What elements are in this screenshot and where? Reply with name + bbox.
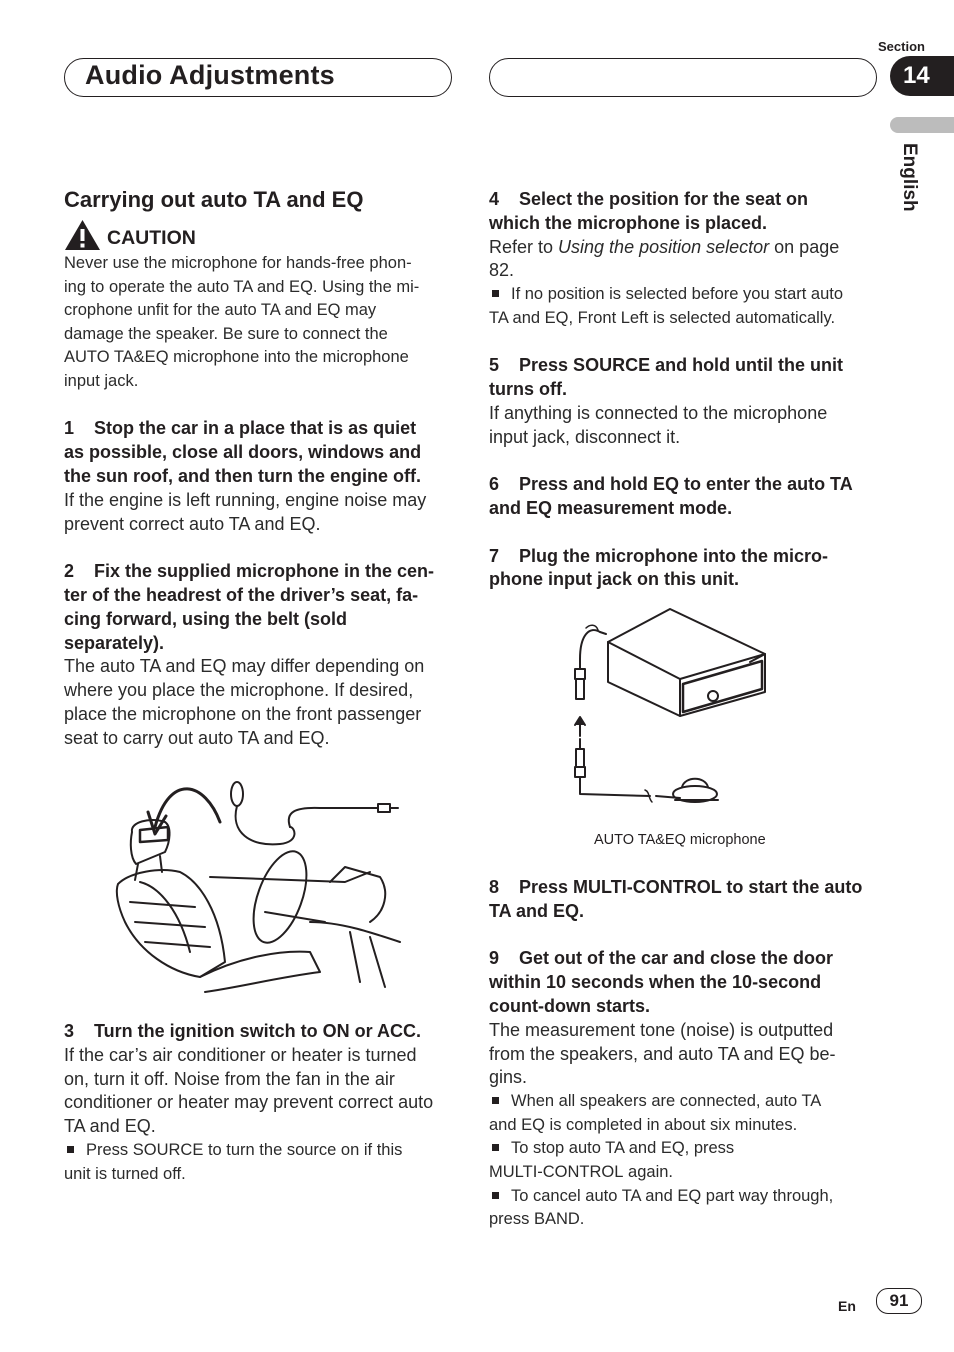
bullet-line [489, 1185, 881, 1209]
page-number: 91 [876, 1288, 922, 1314]
step-line: 7 Plug the microphone into the micro- [489, 545, 829, 566]
body-text: Refer to [489, 236, 559, 257]
step-line: 8 Press MULTI-CONTROL to start the auto [489, 877, 863, 897]
bullet-line [489, 1137, 881, 1161]
bullet-text: again. [623, 1162, 673, 1181]
bullet-bold: MULTI-CONTROL [489, 1162, 624, 1181]
step-line: count-down starts. [489, 995, 650, 1016]
bullet-bold: SOURCE [132, 1140, 204, 1159]
step-line: 2 Fix the supplied microphone in the cen- [64, 561, 435, 582]
body-text: on page [769, 236, 840, 257]
step-line: ter of the headrest of the driver’s seat, fa- [64, 584, 419, 605]
bullet-line [489, 283, 881, 307]
step-8-heading [489, 876, 881, 924]
bullet-text: is selected automatically. [648, 308, 836, 327]
bullet-line [64, 1139, 456, 1163]
caution-line: crophone unfit for the auto TA and EQ may [64, 301, 377, 320]
body-line: prevent correct auto TA and EQ. [64, 513, 321, 534]
left-column [64, 186, 456, 751]
bullet-square-icon [67, 1146, 74, 1153]
warning-triangle-icon [64, 219, 101, 251]
step-3-body [64, 1044, 456, 1139]
language-tab-marker [890, 117, 954, 133]
step-line: 3 Turn the ignition switch to ON or ACC. [64, 1021, 421, 1041]
bullet-text: To stop auto TA and EQ, press [511, 1139, 735, 1158]
step-3-bullet [64, 1139, 456, 1186]
bullet-text: TA and EQ, [489, 308, 578, 327]
body-line: from the speakers, and auto TA and EQ be- [489, 1043, 836, 1064]
bullet-bold: BAND [533, 1210, 580, 1229]
language-code: En [838, 1298, 856, 1314]
body-line: If the engine is left running, engine noise may [64, 489, 427, 510]
caution-line: input jack. [64, 371, 139, 390]
step-line: within 10 seconds when the 10-second [489, 972, 822, 993]
step-line: cing forward, using the belt (sold [64, 608, 348, 629]
caution-label: CAUTION [107, 227, 196, 250]
caution-header [64, 218, 456, 252]
bullet-square-icon [492, 1144, 499, 1151]
bullet-line [489, 1090, 881, 1114]
step-4-body [489, 236, 881, 284]
caution-text [64, 252, 456, 394]
body-line: The measurement tone (noise) is outputted [489, 1019, 834, 1040]
bullet-square-icon [492, 1097, 499, 1104]
bullet-line [489, 307, 881, 331]
body-line: on, turn it off. Noise from the fan in the air [64, 1068, 395, 1089]
caution-line: ing to operate the auto TA and EQ. Using the mi- [64, 277, 420, 296]
body-line: The auto TA and EQ may differ depending on [64, 656, 425, 677]
step-5-heading [489, 354, 881, 402]
body-line: seat to carry out auto TA and EQ. [64, 727, 330, 748]
step-2-body [64, 655, 456, 750]
section-label: Section [878, 39, 925, 54]
page-title: Audio Adjustments [85, 60, 335, 90]
caution-line: damage the speaker. Be sure to connect the [64, 324, 388, 343]
body-line: If anything is connected to the microphone [489, 402, 828, 423]
body-line: input jack, disconnect it. [489, 426, 681, 447]
bullet-text: If no position is selected before you start auto [511, 285, 844, 304]
step-line: and EQ measurement mode. [489, 497, 733, 518]
cross-reference: Using the position selector [558, 236, 770, 257]
step-5-body [489, 402, 881, 450]
left-column-lower [64, 1020, 456, 1186]
bullet-text: . [579, 1210, 585, 1229]
bullet-text: Press [86, 1140, 133, 1159]
caution-line: AUTO TA&EQ microphone into the microphone [64, 348, 409, 367]
bullet-line: and EQ is completed in about six minutes. [489, 1115, 798, 1134]
step-2-heading [64, 560, 456, 655]
step-line: 9 Get out of the car and close the door [489, 948, 834, 969]
body-line: place the microphone on the front passenger [64, 703, 422, 724]
head-unit-microphone-illustration [570, 604, 770, 816]
bullet-text: press [489, 1210, 534, 1229]
bullet-square-icon [492, 290, 499, 297]
section-heading: Carrying out auto TA and EQ [64, 187, 364, 212]
language-tab-label: English [899, 143, 920, 212]
step-7-heading [489, 545, 881, 593]
step-line: 1 Stop the car in a place that is as quiet [64, 418, 417, 439]
bullet-bold: Front Left [577, 308, 649, 327]
step-3-heading [64, 1020, 456, 1044]
step-9-body [489, 1019, 881, 1090]
bullet-square-icon [492, 1192, 499, 1199]
step-1-heading [64, 417, 456, 488]
step-line: which the microphone is placed. [489, 212, 768, 233]
step-line: 5 Press SOURCE and hold until the unit [489, 355, 844, 376]
caution-line: Never use the microphone for hands-free phon- [64, 254, 412, 272]
body-line: If the car’s air conditioner or heater is turned [64, 1044, 417, 1065]
step-line: 4 Select the position for the seat on [489, 189, 809, 209]
empty-header-frame [489, 58, 877, 97]
step-line: phone input jack on this unit. [489, 569, 739, 590]
step-4-heading [489, 188, 881, 236]
bullet-text: When all speakers are connected, auto TA [511, 1092, 822, 1111]
figure-caption: AUTO TA&EQ microphone [594, 832, 766, 848]
bullet-line [489, 1161, 881, 1185]
step-line: the sun roof, and then turn the engine off. [64, 465, 421, 486]
body-line: gins. [489, 1067, 528, 1088]
step-6-heading [489, 473, 881, 521]
body-line: conditioner or heater may prevent correct auto [64, 1092, 434, 1113]
bullet-line [489, 1208, 881, 1232]
step-line: as possible, close all doors, windows and [64, 442, 422, 463]
step-4-bullet [489, 283, 881, 330]
body-line: where you place the microphone. If desired, [64, 680, 414, 701]
step-1-body [64, 489, 456, 537]
body-line: TA and EQ. [64, 1116, 156, 1137]
headrest-microphone-illustration [110, 772, 410, 994]
bullet-text: To cancel auto TA and EQ part way through, [511, 1186, 834, 1205]
body-line [489, 236, 881, 260]
step-line: 6 Press and hold EQ to enter the auto TA [489, 474, 853, 495]
right-column [489, 188, 881, 592]
bullet-line: unit is turned off. [64, 1164, 186, 1183]
step-line: turns off. [489, 378, 567, 399]
right-column-lower [489, 876, 881, 1232]
step-line: separately). [64, 632, 165, 653]
body-line: 82. [489, 260, 515, 281]
section-number-badge: 14 [890, 56, 954, 96]
step-9-bullets [489, 1090, 881, 1232]
step-9-heading [489, 947, 881, 1018]
bullet-text: to turn the source on if this [203, 1140, 403, 1159]
step-line: TA and EQ. [489, 900, 585, 921]
